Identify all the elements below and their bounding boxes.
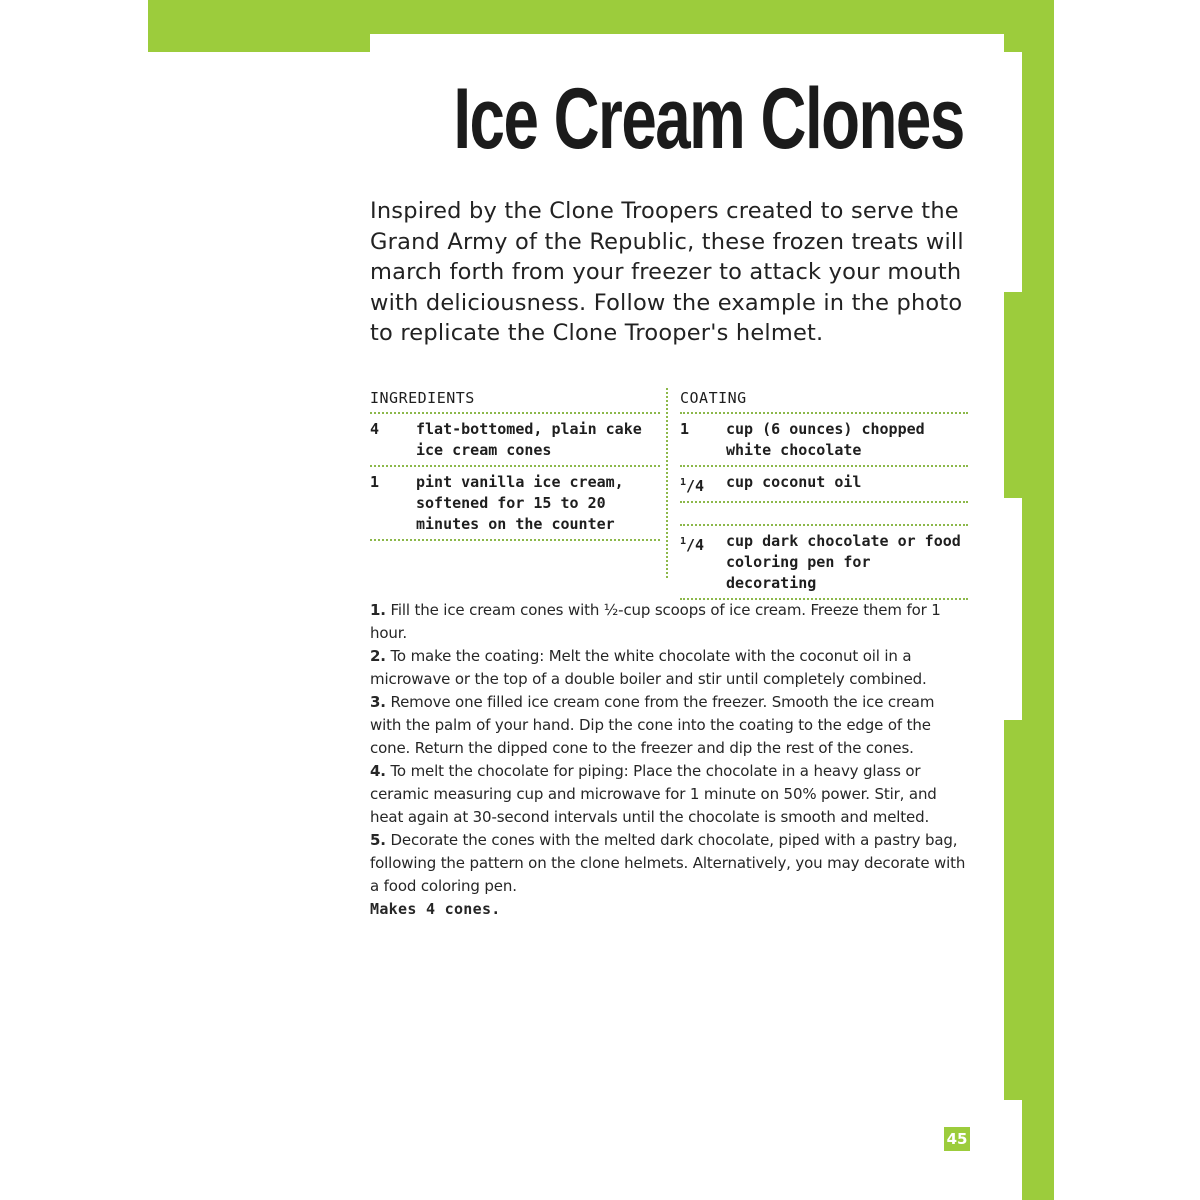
qty-numerator: 1 — [680, 477, 687, 488]
recipe-yield: Makes 4 cones. — [370, 900, 501, 918]
coating-row — [680, 414, 968, 467]
step-text: To melt the chocolate for piping: Place the chocolate in a heavy glass or ceramic measuring cup and microwave for 1 minute on 50% power. Stir, and heat again at 30-second intervals until the chocolate is smooth and melted. — [370, 762, 937, 826]
step-item — [370, 599, 970, 645]
coating-spacer-row — [680, 503, 968, 526]
step-text: Fill the ice cream cones with ½-cup scoops of ice cream. Freeze them for 1 hour. — [370, 601, 941, 642]
step-text: Remove one filled ice cream cone from the freezer. Smooth the ice cream with the palm of your hand. Dip the cone into the coating to the edge of the cone. Return the dipped cone to the freezer and dip the rest of the cones. — [370, 693, 935, 757]
qty-numerator: 1 — [680, 536, 687, 547]
ingredients-table — [370, 384, 660, 541]
coating-row — [680, 467, 968, 503]
step-number: 1. — [370, 601, 386, 619]
recipe-steps — [370, 599, 970, 921]
ingredient-row — [370, 414, 660, 467]
qty-denominator: /4 — [686, 477, 705, 495]
step-text: To make the coating: Melt the white chocolate with the coconut oil in a microwave or the top of a double boiler and stir until completely combined. — [370, 647, 927, 688]
coating-text: cup dark chocolate or food coloring pen for decorating — [726, 532, 961, 592]
step-number: 3. — [370, 693, 386, 711]
step-item — [370, 829, 970, 898]
coating-text: cup (6 ounces) chopped white chocolate — [726, 420, 925, 459]
right-notch-2 — [1004, 498, 1022, 720]
coating-qty — [680, 419, 726, 461]
right-notch-1 — [1004, 52, 1022, 292]
top-notch — [370, 34, 1004, 54]
coating-row — [680, 526, 968, 600]
coating-table — [680, 384, 968, 600]
step-item — [370, 691, 970, 760]
step-number: 4. — [370, 762, 386, 780]
qty-numerator: 1 — [680, 420, 690, 438]
recipe-intro: Inspired by the Clone Troopers created to serve the Grand Army of the Republic, these frozen treats will march forth from your freezer to attack your mouth with deliciousness. Follow the example in the photo to replicate the Clone Trooper's helmet. — [370, 198, 964, 346]
ingredient-text: pint vanilla ice cream, softened for 15 to 20 minutes on the counter — [416, 473, 624, 533]
step-number: 5. — [370, 831, 386, 849]
page-number: 45 — [944, 1127, 970, 1151]
step-number: 2. — [370, 647, 386, 665]
ingredients-heading: INGREDIENTS — [370, 384, 660, 414]
ingredient-row — [370, 467, 660, 541]
step-text: Decorate the cones with the melted dark chocolate, piped with a pastry bag, following the pattern on the clone helmets. Alternatively, you may decorate with a food coloring pen. — [370, 831, 966, 895]
recipe-title: Ice Cream Clones — [453, 71, 964, 167]
step-item — [370, 645, 970, 691]
coating-heading: COATING — [680, 384, 968, 414]
qty-denominator: /4 — [686, 536, 705, 554]
coating-qty — [680, 531, 726, 594]
column-divider — [666, 388, 668, 578]
right-notch-3 — [1004, 1100, 1022, 1200]
step-item — [370, 760, 970, 829]
coating-qty — [680, 472, 726, 497]
ingredient-qty: 4 — [370, 420, 380, 438]
ingredient-text: flat-bottomed, plain cake ice cream cones — [416, 420, 642, 459]
ingredient-qty: 1 — [370, 473, 380, 491]
coating-text: cup coconut oil — [726, 473, 862, 491]
